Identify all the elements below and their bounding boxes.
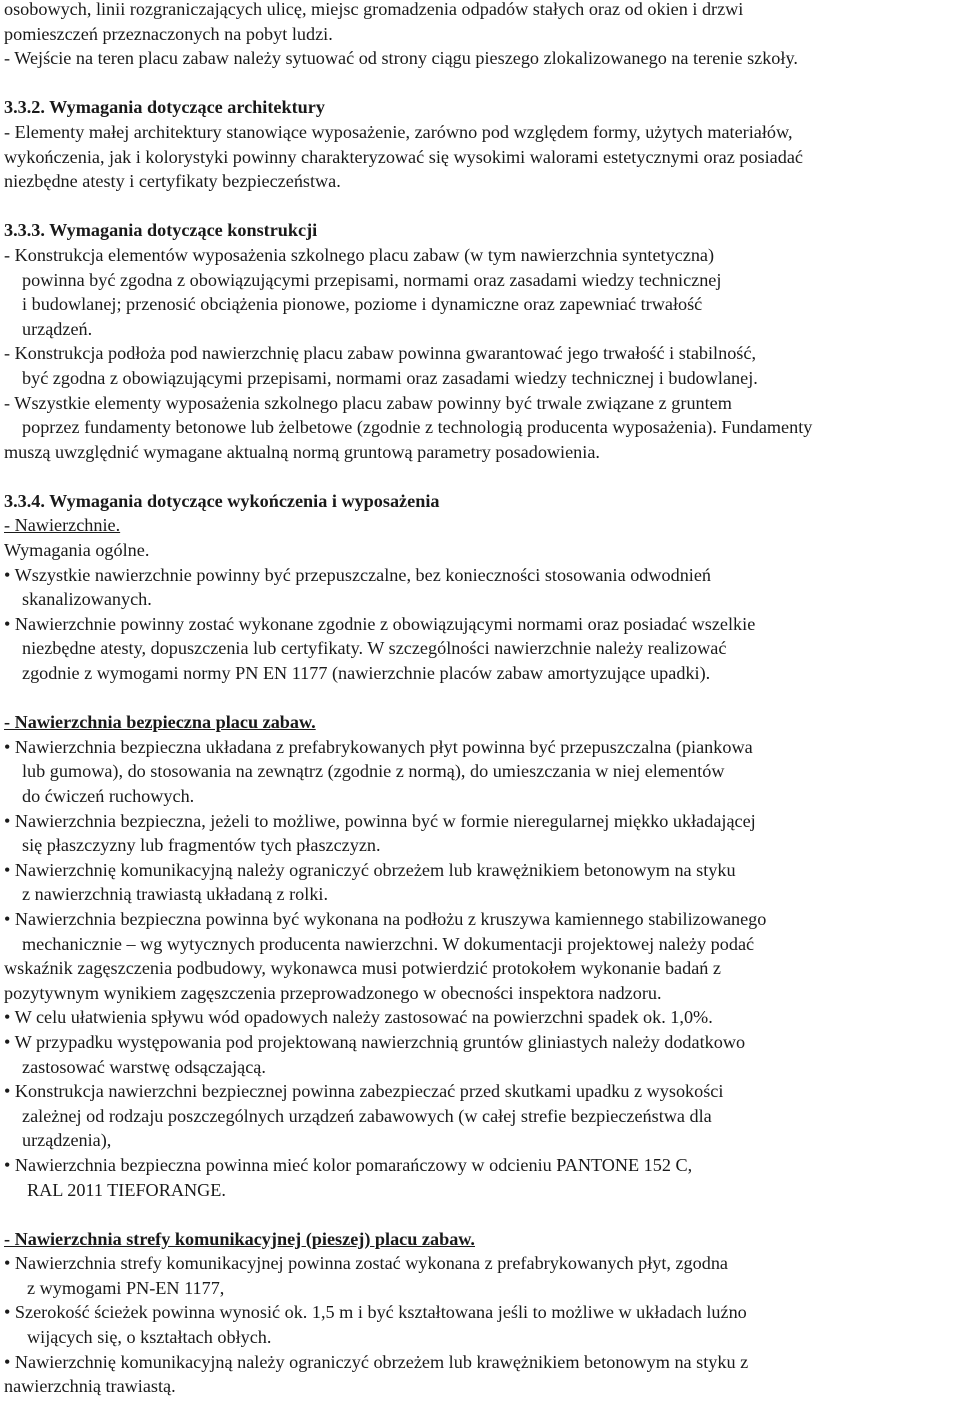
text-line: - Wszystkie elementy wyposażenia szkolnego placu zabaw powinny być trwale związane z gruntem: [4, 392, 732, 413]
subsection-heading: [4, 513, 960, 538]
spacer: [4, 1202, 960, 1227]
section-heading: 3.3.2. Wymagania dotyczące architektury: [4, 97, 325, 118]
text-line: z nawierzchnią trawiastą układaną z rolki.: [22, 884, 329, 905]
text-line: poprzez fundamenty betonowe lub żelbetowe (zgodnie z technologią producenta wyposażenia). Fundamenty: [22, 417, 813, 438]
text-line: niezbędne atesty i certyfikaty bezpieczeństwa.: [4, 171, 341, 192]
text-line: - Konstrukcja elementów wyposażenia szkolnego placu zabaw (w tym nawierzchnia syntetyczna): [4, 244, 715, 265]
text-line: osobowych, linii rozgraniczających ulicę, miejsc gromadzenia odpadów stałych oraz od okien i drzwi: [4, 0, 744, 19]
text-line: skanalizowanych.: [22, 589, 152, 610]
text-line: urządzeń.: [22, 318, 93, 339]
text-line: pozytywnym wynikiem zagęszczenia przeprowadzonego w obecności inspektora nadzoru.: [4, 982, 662, 1003]
text-line: się płaszczyzny lub fragmentów tych płaszczyzn.: [22, 835, 381, 856]
bullet-line: • Szerokość ścieżek powinna wynosić ok. 1,5 m i być kształtowana jeśli to możliwe w układach luźno: [4, 1302, 747, 1323]
section-heading: 3.3.3. Wymagania dotyczące konstrukcji: [4, 220, 318, 241]
text-line: zastosować warstwę odsączającą.: [22, 1056, 266, 1077]
text-line: powinna być zgodna z obowiązującymi przepisami, normami oraz zasadami wiedzy technicznej: [22, 269, 722, 290]
bullet-line: • Nawierzchnia bezpieczna, jeżeli to możliwe, powinna być w formie nieregularnej miękko układającej: [4, 810, 756, 831]
section-3-3-2: [4, 95, 960, 193]
text-line: zależnej od rodzaju poszczególnych urządzeń zabawowych (w całej strefie bezpieczeństwa dla: [22, 1105, 712, 1126]
text-line: - Elementy małej architektury stanowiące wyposażenie, zarówno pod względem formy, użytych materiałów,: [4, 121, 793, 142]
text-line: urządzenia),: [22, 1130, 112, 1151]
text-line: nawierzchnią trawiastą.: [4, 1376, 176, 1397]
spacer: [4, 194, 960, 219]
bullet-line: • Nawierzchnia bezpieczna powinna być wykonana na podłożu z kruszywa kamiennego stabilizowanego: [4, 908, 767, 929]
bullet-line: • Nawierzchnię komunikacyjną należy ograniczyć obrzeżem lub krawężnikiem betonowym na styku z: [4, 1351, 749, 1372]
text-line: niezbędne atesty, dopuszczenia lub certyfikaty. W szczególności nawierzchnie należy realizować: [22, 638, 727, 659]
text-line: mechanicznie – wg wytycznych producenta nawierzchni. W dokumentacji projektowej należy podać: [22, 933, 755, 954]
text-line: wskaźnik zagęszczenia podbudowy, wykonawca musi potwierdzić protokołem wykonanie badań z: [4, 958, 721, 979]
spacer: [4, 71, 960, 96]
text-line: być zgodna z obowiązującymi przepisami, normami oraz zasadami wiedzy technicznej i budowlanej.: [22, 367, 758, 388]
section-3-3-3: [4, 218, 960, 464]
text-line: - Wejście na teren placu zabaw należy sytuować od strony ciągu pieszego zlokalizowanego na terenie szkoły.: [4, 48, 798, 69]
bullet-line: • Nawierzchnie powinny zostać wykonane zgodnie z obowiązującymi normami oraz posiadać wszelkie: [4, 613, 756, 634]
bullet-line: • W przypadku występowania pod projektowaną nawierzchnią gruntów gliniastych należy dodatkowo: [4, 1031, 746, 1052]
text-line: wykończenia, jak i kolorystyki powinny charakteryzować się wysokimi walorami estetycznymi oraz posiadać: [4, 146, 803, 167]
text-line: pomieszczeń przeznaczonych na pobyt ludzi.: [4, 23, 333, 44]
text-line: lub gumowa), do stosowania na zewnątrz (zgodnie z normą), do umieszczania w niej elementów: [22, 761, 725, 782]
communication-surface-section: [4, 1227, 960, 1399]
subsection-heading: - Nawierzchnia strefy komunikacyjnej (pieszej) placu zabaw.: [4, 1228, 475, 1249]
intro-section: [4, 0, 960, 71]
subsection-heading: - Nawierzchnia bezpieczna placu zabaw.: [4, 712, 316, 733]
section-3-3-4: [4, 489, 960, 686]
spacer: [4, 464, 960, 489]
text-line: Wymagania ogólne.: [4, 540, 150, 561]
text-line: RAL 2011 TIEFORANGE.: [27, 1179, 226, 1200]
bullet-line: • Nawierzchnia strefy komunikacyjnej powinna zostać wykonana z prefabrykowanych płyt, zgodna: [4, 1253, 729, 1274]
text-line: i budowlanej; przenosić obciążenia pionowe, poziome i dynamiczne oraz zapewniać trwałość: [22, 294, 703, 315]
safe-surface-section: [4, 710, 960, 1202]
text-line: muszą uwzględnić wymagane aktualną normą gruntową parametry posadowienia.: [4, 441, 600, 462]
spacer: [4, 686, 960, 711]
text-line: z wymogami PN-EN 1177,: [27, 1277, 225, 1298]
text-line: wijących się, o kształtach obłych.: [27, 1327, 272, 1348]
section-heading: 3.3.4. Wymagania dotyczące wykończenia i wyposażenia: [4, 490, 440, 511]
text-line: zgodnie z wymogami normy PN EN 1177 (nawierzchnie placów zabaw amortyzujące upadki).: [22, 663, 711, 684]
bullet-line: • Konstrukcja nawierzchni bezpiecznej powinna zabezpieczać przed skutkami upadku z wysokości: [4, 1081, 724, 1102]
text-line: do ćwiczeń ruchowych.: [22, 786, 195, 806]
bullet-line: • W celu ułatwienia spływu wód opadowych należy zastosować na powierzchni spadek ok. 1,0%.: [4, 1007, 713, 1028]
bullet-line: • Wszystkie nawierzchnie powinny być przepuszczalne, bez konieczności stosowania odwodnień: [4, 564, 712, 585]
subsection-heading-text: - Nawierzchnie.: [4, 515, 121, 536]
document-page: [4, 0, 960, 1399]
text-line: - Konstrukcja podłoża pod nawierzchnię placu zabaw powinna gwarantować jego trwałość i stabilność,: [4, 343, 756, 364]
bullet-line: • Nawierzchnia bezpieczna powinna mieć kolor pomarańczowy w odcieniu PANTONE 152 C,: [4, 1154, 693, 1175]
bullet-line: • Nawierzchnia bezpieczna układana z prefabrykowanych płyt powinna być przepuszczalna (piankowa: [4, 736, 753, 757]
bullet-line: • Nawierzchnię komunikacyjną należy ograniczyć obrzeżem lub krawężnikiem betonowym na styku: [4, 859, 736, 880]
